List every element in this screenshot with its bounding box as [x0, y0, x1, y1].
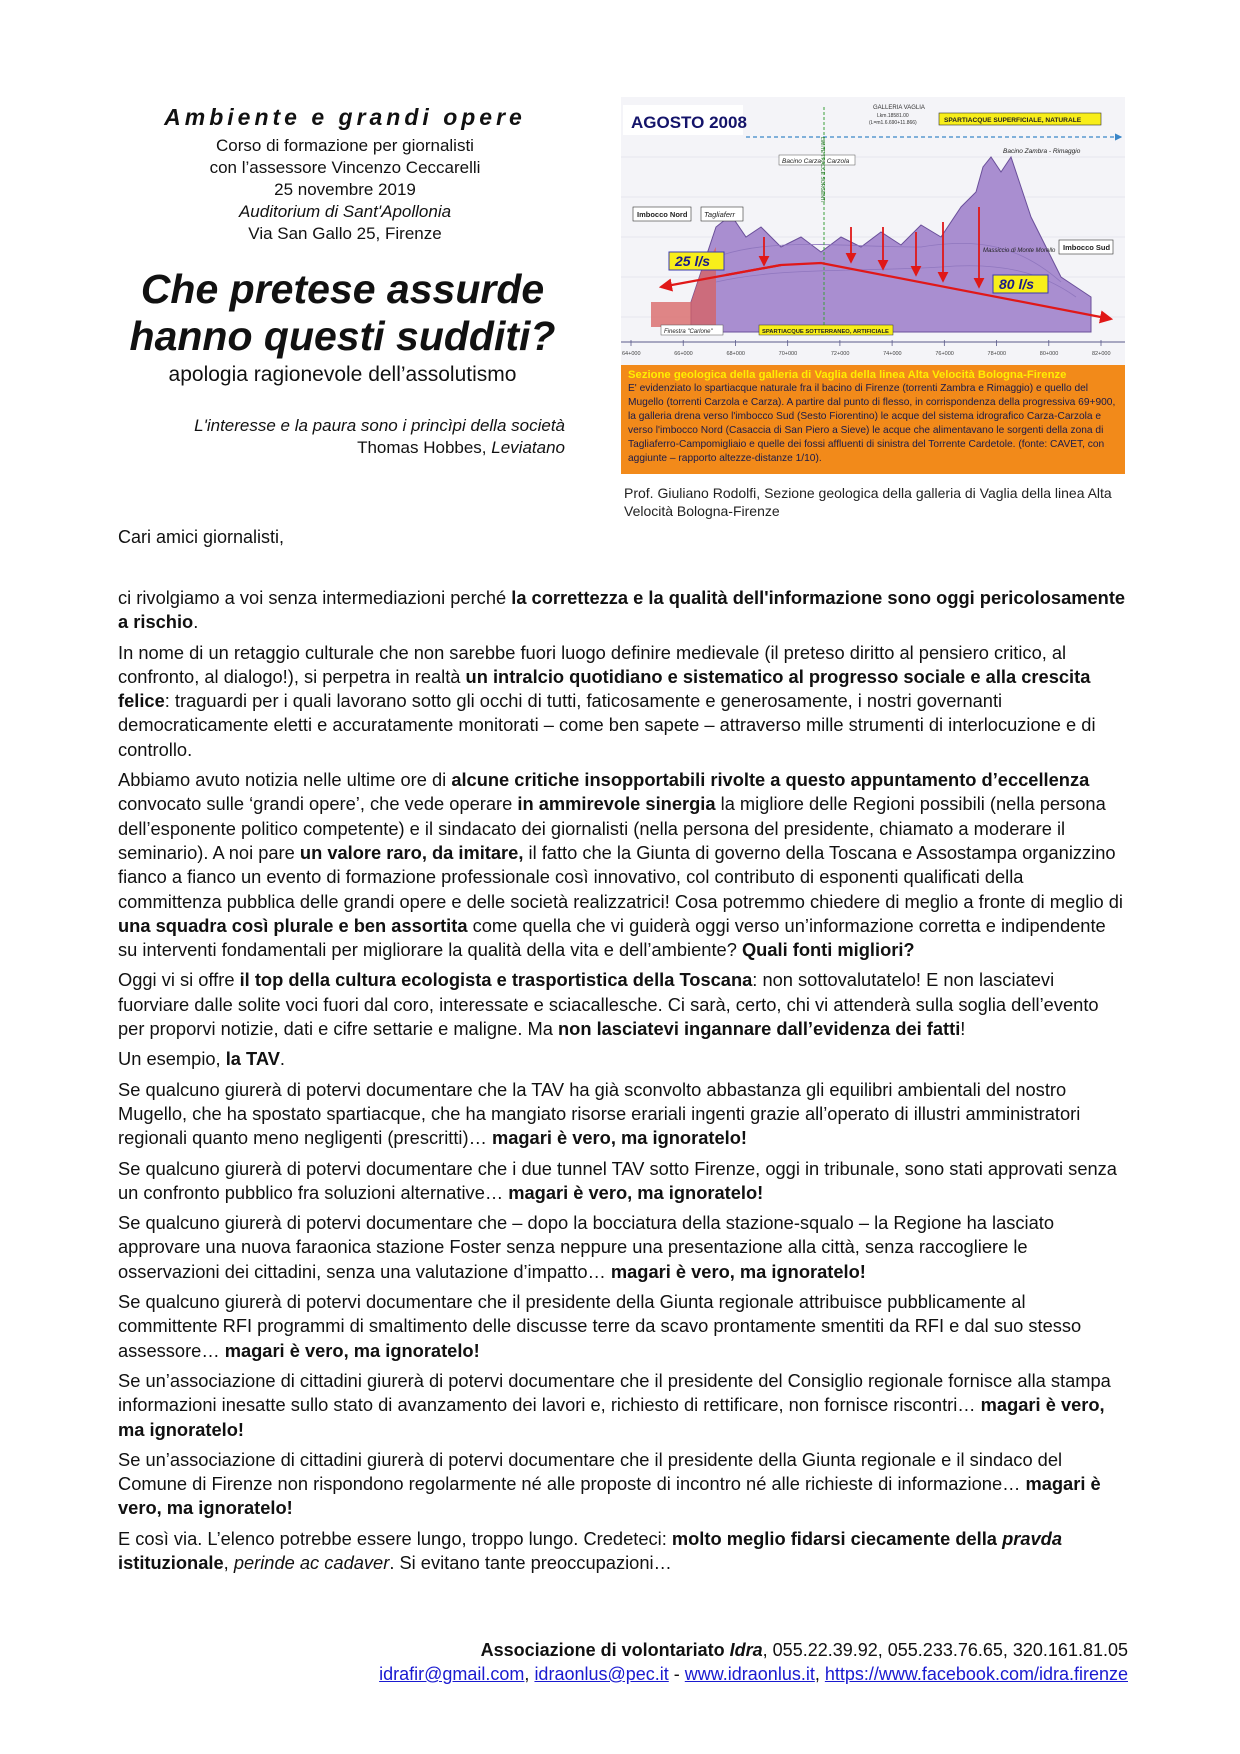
course-speaker: con l’assessore Vincenzo Ceccarelli: [209, 158, 481, 177]
title-line-1: Che pretese assurde: [140, 266, 545, 312]
page-title: [100, 266, 585, 360]
flow-right-label: 80 l/s: [999, 276, 1035, 292]
footer-links-line: idrafir@gmail.com, idraonlus@pec.it - www.idraonlus.it, https://www.facebook.com/idra.firenze: [379, 1664, 1128, 1684]
distance-tick-label: 70+000: [778, 351, 798, 357]
org-name: Idra: [729, 1640, 763, 1660]
greeting: Cari amici giornalisti,: [118, 527, 285, 547]
course-header: [120, 104, 570, 245]
geological-section-svg: [621, 97, 1125, 365]
course-title: Ambiente e grandi opere: [164, 104, 526, 130]
paragraph-5: Un esempio, la TAV.: [118, 1048, 285, 1070]
galleria-sub2: (L=m1.6.690+11.866): [869, 120, 917, 126]
bacino-zambra-label: Bacino Zambra - Rimaggio: [1003, 148, 1081, 155]
paragraph-10: Se un’associazione di cittadini giurerà di potervi documentare che il presidente del Consiglio regionale fornisce alla stampa informazioni inesatte sullo stato di avanzamento dei lavori e, richiesto di rettificare, non fornisce riscontri… magari è vero, ma ignoratelo!: [118, 1369, 1111, 1440]
flow-left-label: 25 l/s: [675, 253, 711, 269]
figure-caption-title: Sezione geologica della galleria di Vaglia della linea Alta Velocità Bologna-Firenze: [628, 369, 1067, 381]
paragraph-11: Se un’associazione di cittadini giurerà di potervi documentare che il presidente della Giunta regionale e il sindaco del Comune di Firenze non rispondono regolarmente né alle proposte di incontro né alle richieste di informazione… magari è vero, ma ignoratelo!: [118, 1448, 1101, 1519]
distance-tick-label: 76+000: [935, 351, 954, 357]
paragraph-2: In nome di un retaggio culturale che non sarebbe fuori luogo definire medievale (il preteso diritto al pensiero critico, al confronto, al dialogo!), si perpetra in realtà un intralcio quotidiano e sistematico al progresso sociale e alla crescita felice: traguardi per i quali lavorano sotto gli occhi di tutti, faticosamente e generosamente, i nostri governanti democraticamente eletti e accuratamente monitorati – come ben sapete – attraverso mille strumenti di interlocuzione e di controllo.: [118, 641, 1096, 760]
letter-body: [118, 586, 1128, 1581]
email-link-pec[interactable]: idraonlus@pec.it: [534, 1664, 669, 1684]
imbocco-nord-label: Imbocco Nord: [637, 210, 688, 219]
course-venue: Auditorium di Sant'Apollonia: [238, 202, 452, 221]
epigraph-work: Leviatano: [491, 438, 565, 457]
course-date: 25 novembre 2019: [274, 180, 416, 199]
website-link[interactable]: www.idraonlus.it: [684, 1664, 815, 1684]
geological-section-chart: [621, 97, 1125, 365]
title-line-2: hanno questi sudditi?: [129, 313, 556, 359]
massiccio-label: Massiccio di Monte Morello: [983, 248, 1056, 254]
imbocco-sud-label: Imbocco Sud: [1063, 243, 1111, 252]
org-phones: , 055.22.39.92, 055.233.76.65, 320.161.81.05: [762, 1640, 1128, 1660]
paragraph-6: Se qualcuno giurerà di potervi documentare che la TAV ha già sconvolto abbastanza gli equilibri ambientali del nostro Mugello, che ha spostato spartiacque, che ha mangiato risorse erariali ingenti grazie all’operato di illustri amministratori regionali quanto meno negligenti (prescritti)… magari è vero, ma ignoratelo!: [118, 1078, 1081, 1149]
distance-tick-label: 78+000: [987, 351, 1007, 357]
chart-title: AGOSTO 2008: [631, 113, 747, 132]
figure-caption-box: [621, 365, 1125, 474]
finestra-label: Finestra "Carlone": [664, 329, 713, 335]
epigraph-attribution: [150, 437, 565, 459]
paragraph-8: Se qualcuno giurerà di potervi documentare che – dopo la bocciatura della stazione-squalo – la Regione ha lasciato approvare una nuova faraonica stazione Foster senza neppure una presentazione alla città, senza raccogliere le osservazioni dei cittadini, senza una valutazione d’impatto… magari è vero, ma ignoratelo!: [118, 1212, 1054, 1282]
galleria-sub1: Lkm.18581.00: [877, 113, 909, 119]
spartiacque-artificiale-label: SPARTIACQUE SOTTERRANEO, ARTIFICIALE: [762, 329, 889, 335]
page-subtitle: apologia ragionevole dell’assolutismo: [168, 363, 517, 386]
figure-caption-text: E' evidenziato lo spartiacque naturale fra il bacino di Firenze (torrenti Zambra e Rimaggio) e quello del Mugello (torrenti Carzola e Carza). A partire dal punto di flesso, in corrispondenza della progressiva 69+900, la galleria drena verso l'imbocco Sud (Sesto Fiorentino) le acque del sistema idrografico Carza-Carzola e verso l'imbocco Nord (Casaccia di San Piero a Sieve) le acque che alimentavano le sorgenti della zona di Tagliaferro-Campomigliaio e quelle dei fossi affluenti di sinistra del Torrente Cardetole. (fonte: CAVET, con aggiunte – rapporto altezze-distanze 1/10).: [628, 383, 1116, 464]
facebook-link[interactable]: https://www.facebook.com/idra.firenze: [824, 1664, 1128, 1684]
distance-tick-label: 72+000: [830, 351, 850, 357]
paragraph-4: Oggi vi si offre il top della cultura ecologista e trasportistica della Toscana: non sottovalutatelo! E non lasciatevi fuorviare dalle solite voci fuori dal coro, interessate e sciacallesche. Ci sarà, certo, chi vi attenderà sulla soglia dell’evento per proporvi notizie, dati e cifre settarie e maligne. Ma non lasciatevi ingannare dall’evidenza dei fatti!: [118, 969, 1099, 1040]
geological-section-figure: [621, 97, 1125, 474]
paragraph-9: Se qualcuno giurerà di potervi documentare che il presidente della Giunta regionale attribuisce pubblicamente al committente RFI programmi di smaltimento delle discusse terre da scavo prontamente smentiti da RFI e dal suo stesso assessore… magari è vero, ma ignoratelo!: [118, 1291, 1082, 1361]
course-address: Via San Gallo 25, Firenze: [248, 224, 442, 243]
paragraph-1: ci rivolgiamo a voi senza intermediazioni perché la correttezza e la qualità dell'informazione sono oggi pericolosamente a rischio.: [118, 587, 1126, 633]
footer: [379, 1638, 1128, 1686]
org-prefix: Associazione di volontariato: [480, 1640, 730, 1660]
course-description: Corso di formazione per giornalisti: [216, 136, 474, 155]
distance-tick-label: 68+000: [726, 351, 745, 357]
distance-tick-label: 74+000: [883, 351, 902, 357]
paragraph-3: Abbiamo avuto notizia nelle ultime ore di alcune critiche insopportabili rivolte a questo appuntamento d’eccellenza convocato sulle ‘grandi opere’, che vede operare in ammirevole sinergia la migliore delle Regioni possibili (nella persona dell’esponente politico competente) e il sindacato dei giornalisti (nella persona del presidente, chiamato a moderare il seminario). A noi pare un valore raro, da imitare, il fatto che la Giunta di governo della Toscana e Assostampa organizzino fianco a fianco un evento di formazione professionale così innovativo, col contributo di esponenti qualificati della committenza pubblica delle grandi opere e delle società realizzatrici! Cosa potremmo chiedere di meglio a fronte di meglio di una squadra così plurale e ben assortita come quella che vi guiderà oggi verso un’informazione corretta e indipendente su interventi fondamentali per migliorare la qualità della vita e dell’ambiente? Quali fonti migliori?: [118, 769, 1123, 961]
paragraph-12: E così via. L’elenco potrebbe essere lungo, troppo lungo. Credeteci: molto meglio fidarsi ciecamente della pravda istituzionale, perinde ac cadaver. Si evitano tante preoccupazioni…: [118, 1527, 1063, 1573]
footer-org-line: [379, 1638, 1128, 1662]
bacino-carza-label: Bacino Carza - Carzola: [782, 158, 850, 165]
distance-tick-label: 80+000: [1039, 351, 1059, 357]
distance-tick-label: 64+000: [622, 351, 641, 357]
distance-tick-label: 82+000: [1092, 351, 1111, 357]
limit-label: LIMITE TRACCE SORGENTI: [819, 137, 825, 203]
epigraph-author: Thomas Hobbes,: [357, 438, 487, 457]
figure-credit: Prof. Giuliano Rodolfi, Sezione geologica della galleria di Vaglia della linea Alta Velocità Bologna-Firenze: [624, 485, 1112, 519]
galleria-label: GALLERIA VAGLIA: [873, 105, 925, 111]
epigraph-quote: L'interesse e la paura sono i princìpi della società: [194, 416, 565, 435]
email-link-gmail[interactable]: idrafir@gmail.com: [379, 1664, 525, 1684]
tagliaferro-label: Tagliaferr: [704, 210, 735, 219]
spartiacque-naturale-label: SPARTIACQUE SUPERFICIALE, NATURALE: [944, 117, 1082, 124]
paragraph-7: Se qualcuno giurerà di potervi documentare che i due tunnel TAV sotto Firenze, oggi in tribunale, sono stati approvati senza un confronto pubblico fra soluzioni alternative… magari è vero, ma ignoratelo!: [118, 1157, 1117, 1203]
epigraph: [150, 415, 565, 459]
distance-tick-label: 66+000: [674, 351, 693, 357]
